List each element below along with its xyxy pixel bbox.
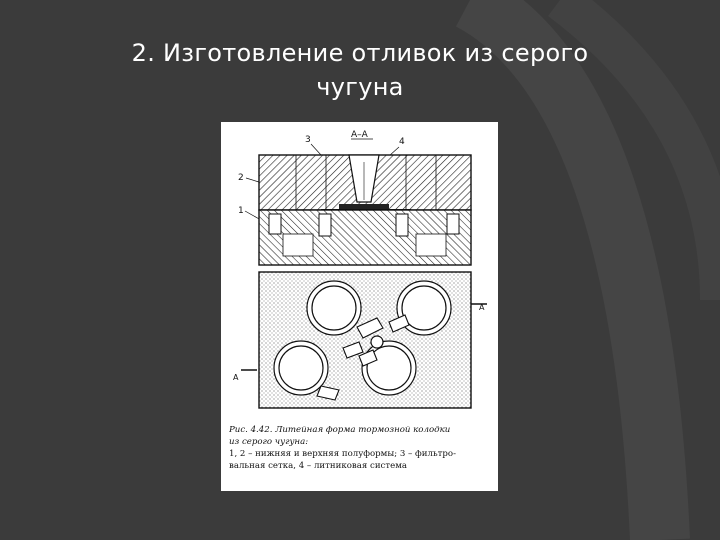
casting-mold-figure [221,122,498,491]
section-mark-left: A [233,373,239,382]
mold-drawing [221,122,498,422]
upper-half-mold [259,155,471,210]
callout-4: 4 [399,137,405,147]
plan-view [259,272,471,408]
section-label: A–A [351,130,368,140]
figure-caption [229,424,494,472]
callout-2: 2 [238,173,244,183]
callout-3: 3 [305,135,311,145]
callout-1: 1 [238,206,244,216]
slide-title-line-1: 2. Изготовление отливок из серого [131,39,589,67]
caption-line-3: 1, 2 – нижняя и верхняя полуформы; 3 – фильтро- [229,449,456,459]
section-mark-right: A [479,303,485,312]
caption-line-4: вальная сетка, 4 – литниковая система [229,461,408,471]
slide-title [60,36,660,104]
caption-line-2: из серого чугуна: [229,437,309,447]
caption-line-1: Рис. 4.42. Литейная форма тормозной колодки [229,425,451,435]
slide-title-line-2: чугуна [316,73,404,101]
lower-half-mold [259,210,471,265]
